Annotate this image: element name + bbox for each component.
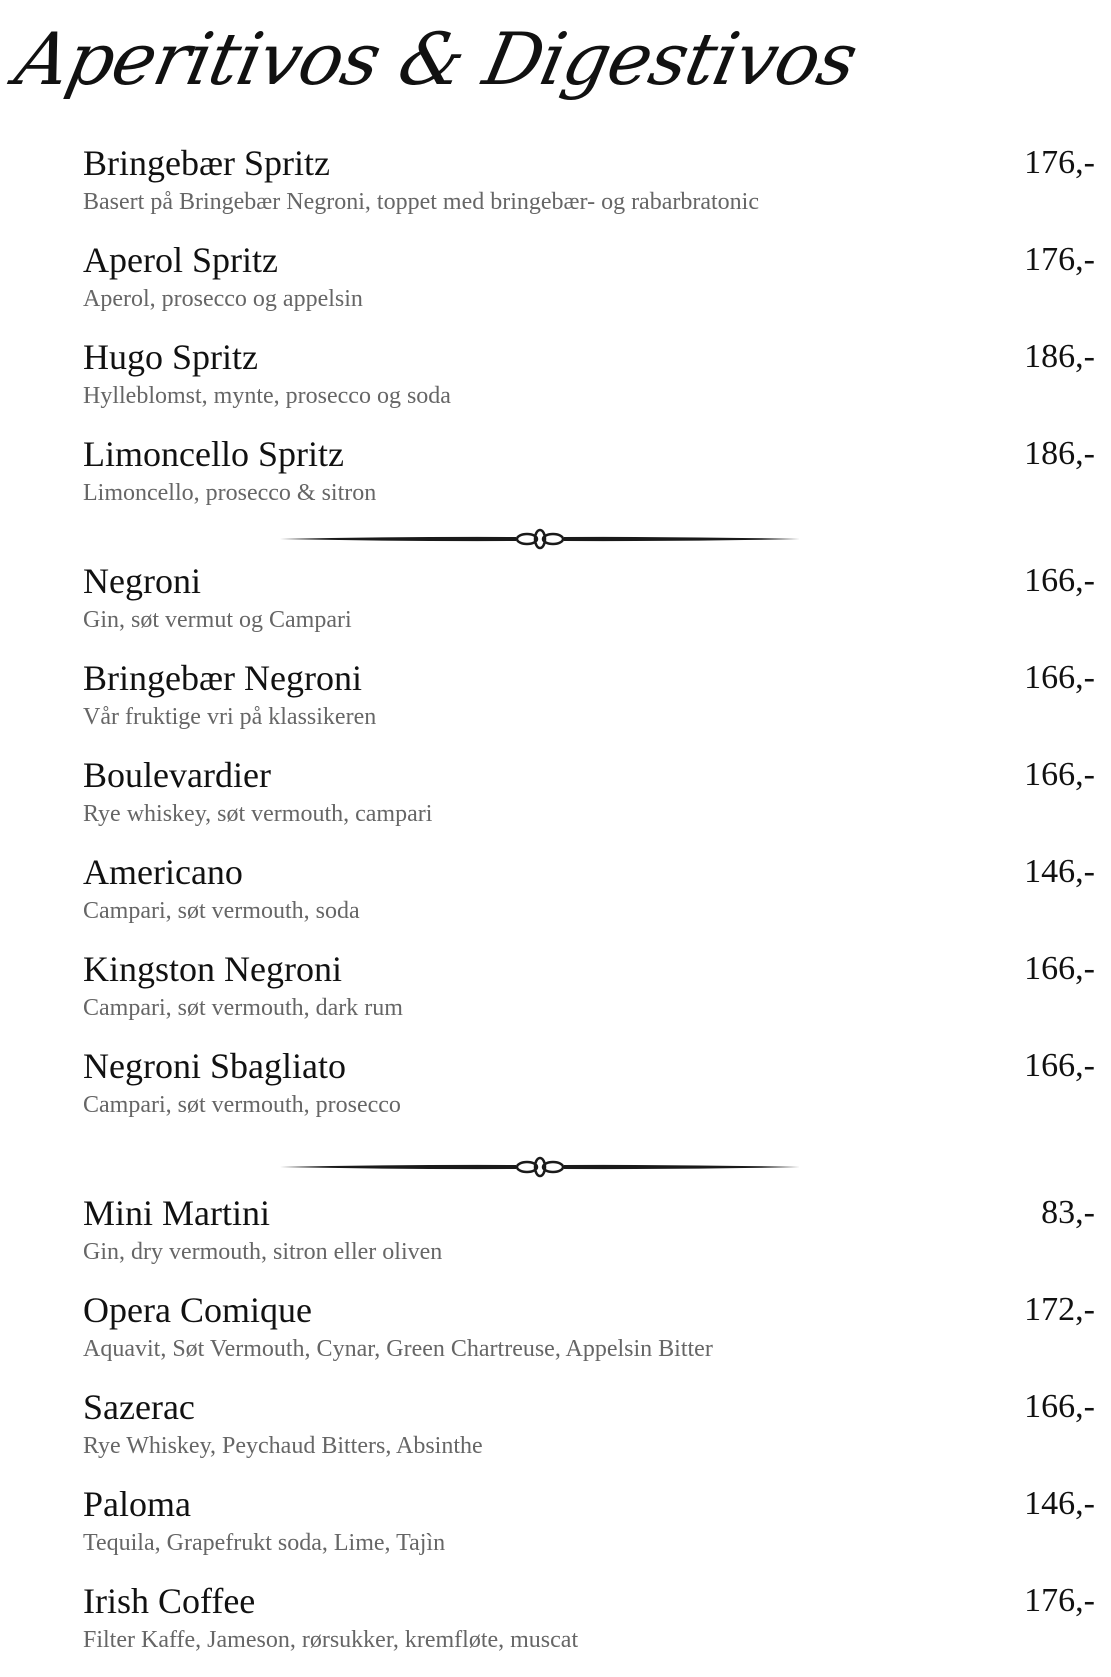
item-description: Filter Kaffe, Jameson, rørsukker, kremfløte, muscat <box>83 1627 579 1653</box>
menu-item <box>83 428 1095 525</box>
item-name: Sazerac <box>83 1387 195 1427</box>
menu-item <box>83 1381 1095 1478</box>
menu-item <box>83 1478 1095 1575</box>
item-price: 176,- <box>1024 1582 1095 1619</box>
item-description: Hylleblomst, mynte, prosecco og soda <box>83 383 451 409</box>
item-price: 146,- <box>1024 853 1095 890</box>
menu-item <box>83 555 1095 652</box>
item-price: 166,- <box>1024 562 1095 599</box>
item-price: 166,- <box>1024 950 1095 987</box>
item-name: Mini Martini <box>83 1193 270 1233</box>
item-name: Americano <box>83 852 243 892</box>
item-description: Basert på Bringebær Negroni, toppet med bringebær- og rabarbratonic <box>83 189 759 215</box>
item-name: Kingston Negroni <box>83 949 342 989</box>
menu-item <box>83 1040 1095 1137</box>
item-price: 176,- <box>1024 144 1095 181</box>
item-description: Gin, søt vermut og Campari <box>83 607 352 633</box>
menu-item <box>83 234 1095 331</box>
menu-item <box>83 137 1095 234</box>
menu-section-spritz <box>83 137 1095 525</box>
menu-section-negroni <box>83 555 1095 1137</box>
menu-item <box>83 652 1095 749</box>
item-price: 186,- <box>1024 338 1095 375</box>
ornamental-divider <box>280 1155 800 1179</box>
item-description: Tequila, Grapefrukt soda, Lime, Tajìn <box>83 1530 446 1556</box>
item-name: Opera Comique <box>83 1290 312 1330</box>
menu-item <box>83 1187 1095 1284</box>
item-description: Campari, søt vermouth, prosecco <box>83 1092 401 1118</box>
menu-title: Aperitivos & Digestivos <box>8 17 864 101</box>
item-name: Negroni Sbagliato <box>83 1046 346 1086</box>
item-description: Campari, søt vermouth, soda <box>83 898 360 924</box>
item-description: Campari, søt vermouth, dark rum <box>83 995 403 1021</box>
menu-item <box>83 749 1095 846</box>
item-name: Negroni <box>83 561 201 601</box>
item-description: Vår fruktige vri på klassikeren <box>83 704 377 730</box>
item-price: 186,- <box>1024 435 1095 472</box>
item-description: Limoncello, prosecco & sitron <box>83 480 377 506</box>
menu-section-classics <box>83 1187 1095 1672</box>
item-name: Bringebær Spritz <box>83 143 330 183</box>
item-description: Rye Whiskey, Peychaud Bitters, Absinthe <box>83 1433 483 1459</box>
item-price: 172,- <box>1024 1291 1095 1328</box>
item-price: 166,- <box>1024 756 1095 793</box>
menu-item <box>83 846 1095 943</box>
item-name: Bringebær Negroni <box>83 658 362 698</box>
item-price: 166,- <box>1024 659 1095 696</box>
menu-item <box>83 1284 1095 1381</box>
item-price: 83,- <box>1041 1194 1095 1231</box>
item-price: 146,- <box>1024 1485 1095 1522</box>
item-name: Aperol Spritz <box>83 240 278 280</box>
item-description: Aperol, prosecco og appelsin <box>83 286 363 312</box>
item-description: Rye whiskey, søt vermouth, campari <box>83 801 433 827</box>
item-name: Boulevardier <box>83 755 271 795</box>
item-name: Paloma <box>83 1484 191 1524</box>
menu-item <box>83 943 1095 1040</box>
item-name: Irish Coffee <box>83 1581 256 1621</box>
menu-item <box>83 1575 1095 1672</box>
item-description: Aquavit, Søt Vermouth, Cynar, Green Chartreuse, Appelsin Bitter <box>83 1336 713 1362</box>
item-name: Limoncello Spritz <box>83 434 344 474</box>
item-price: 166,- <box>1024 1047 1095 1084</box>
item-price: 166,- <box>1024 1388 1095 1425</box>
ornamental-divider <box>280 527 800 551</box>
item-name: Hugo Spritz <box>83 337 258 377</box>
item-price: 176,- <box>1024 241 1095 278</box>
item-description: Gin, dry vermouth, sitron eller oliven <box>83 1239 443 1265</box>
menu-item <box>83 331 1095 428</box>
